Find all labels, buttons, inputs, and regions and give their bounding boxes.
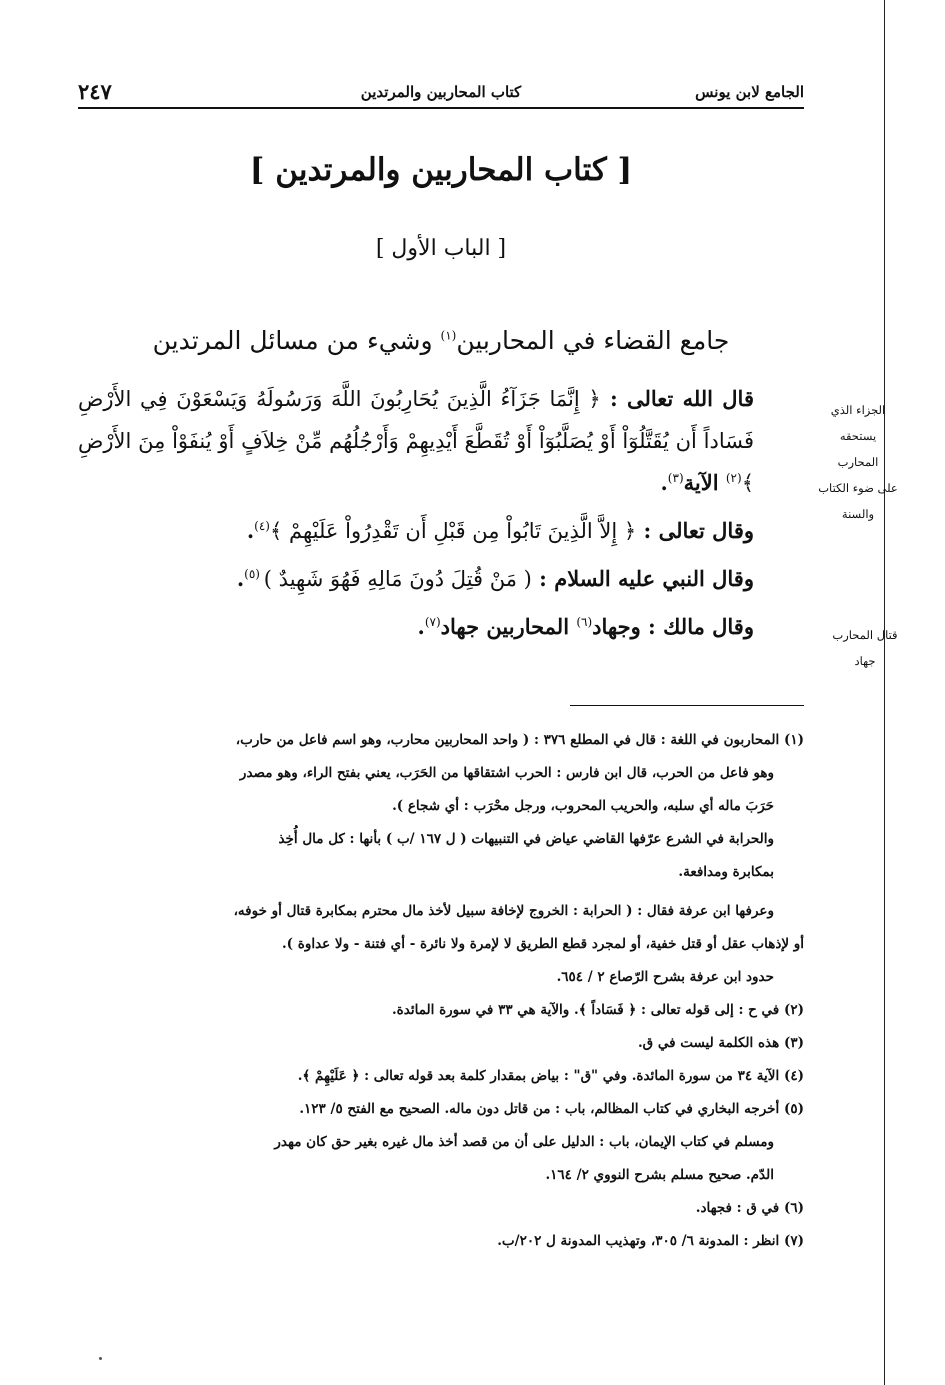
paragraph-tail: الآية — [683, 470, 726, 495]
footnote-line: وهو فاعل من الحرب، قال ابن فارس : الحرب اشتقاقها من الحَرَب، يعني بفتح الراء، وهو مصدر — [239, 765, 774, 781]
footnote-line: (٦) في ق : فجهاد. — [695, 1200, 804, 1216]
section-title-text: جامع القضاء في المحاربين — [456, 326, 730, 355]
side-note — [825, 622, 905, 674]
footnote-line: (١) المحاربون في اللغة : قال في المطلع ٣٧٦ : ( واحد المحاربين محارب، وهو اسم فاعل من حارب، — [235, 732, 804, 748]
header-rule — [78, 107, 804, 109]
footnote-ref: (١) — [440, 328, 457, 343]
paragraph-end: . — [236, 566, 245, 591]
footnote-separator — [570, 705, 804, 706]
footnotes — [78, 724, 804, 1258]
paragraph-mid: المحاربين جهاد — [440, 614, 577, 639]
footnote-ref: (٢) — [725, 471, 742, 485]
header-chapter-name: كتاب المحاربين والمرتدين — [360, 83, 522, 101]
header-book-name: الجامع لابن يونس — [695, 83, 804, 101]
paragraph-intro: وقال تعالى : — [636, 518, 754, 543]
side-note-line: والسنة — [841, 507, 875, 521]
footnote-line: (٢) في ح : إلى قوله تعالى : ﴿ فَسَاداً ﴾. والآية هي ٣٣ في سورة المائدة. — [391, 1002, 804, 1018]
side-note-line: الجزاء الذي — [830, 403, 886, 417]
footnote-line: (٣) هذه الكلمة ليست في ق. — [637, 1035, 804, 1051]
paragraph-intro: وقال مالك : وجهاد — [592, 614, 754, 639]
margin-rule — [884, 0, 885, 1385]
main-text — [78, 378, 804, 654]
chapter-title: [ الباب الأول ] — [375, 236, 507, 261]
paragraph-intro: قال الله تعالى : — [600, 386, 754, 411]
footnote-line: أو لإذهاب عقل أو قتل خفية، أو لمجرد قطع الطريق لا لإمرة ولا نائرة - أي فتنة - ولا عداوة ). — [281, 936, 804, 952]
footnote-ref: (٥) — [244, 567, 264, 581]
footnote-line: حدود ابن عرفة بشرح الرّصاع ٢ / ٦٥٤. — [556, 969, 774, 985]
side-note-line: جهاد — [854, 654, 876, 668]
side-note-line: على ضوء الكتاب — [818, 481, 898, 495]
footnote-line: (٤) الآية ٣٤ من سورة المائدة. وفي "ق" : بياض بمقدار كلمة بعد قوله تعالى : ﴿ عَلَيْهِمْ ﴾. — [297, 1068, 804, 1084]
footnote-line: والحرابة في الشرع عرّفها القاضي عياض في التنبيهات ( ل ١٦٧ /ب ) بأنها : كل مال أُخِذ — [278, 831, 774, 847]
footnote-ref: (٤) — [254, 519, 270, 533]
side-note — [818, 397, 898, 527]
quran-verse: ﴿ إِلاَّ الَّذِينَ تَابُواْ مِن قَبْلِ أَن تَقْدِرُواْ عَلَيْهِمْ ﴾ — [269, 519, 637, 543]
side-note-line: قتال المحارب — [832, 628, 898, 642]
paragraph-malik — [78, 606, 804, 648]
page-number: ٢٤٧ — [78, 79, 112, 104]
paragraph-intro: وقال النبي عليه السلام : — [531, 566, 754, 591]
footnote-line: وعرفها ابن عرفة فقال : ( الحرابة : الخروج لإخافة سبيل لأخذ مال محترم بمكابرة قتال أو خوفه، — [233, 903, 774, 919]
footnote-line: ومسلم في كتاب الإيمان، باب : الدليل على أن من قصد أخذ مال غيره بغير حق كان مهدر — [274, 1134, 774, 1150]
scan-speck — [99, 1357, 102, 1360]
paragraph-end: . — [417, 614, 425, 639]
footnote-line: (٧) انظر : المدونة ٦/ ٣٠٥، وتهذيب المدونة ل ٢٠٢/ب. — [497, 1233, 804, 1249]
footnote-line: (٥) أخرجه البخاري في كتاب المظالم، باب : من قاتل دون ماله. الصحيح مع الفتح ٥/ ١٢٣. — [299, 1101, 804, 1117]
paragraph-end: . — [660, 470, 668, 495]
footnote-ref: (٣) — [667, 471, 684, 485]
footnote-line: بمكابرة ومدافعة. — [678, 864, 774, 880]
footnote-line: الدّم. صحيح مسلم بشرح النووي ٢/ ١٦٤. — [545, 1167, 774, 1183]
section-title — [78, 322, 804, 360]
book-title: [ كتاب المحاربين والمرتدين ] — [249, 152, 633, 188]
paragraph-verse-2 — [78, 510, 804, 552]
running-header — [78, 80, 804, 108]
hadith-text: ( مَنْ قُتِلَ دُونَ مَالِهِ فَهُوَ شَهِيدٌ ) — [263, 567, 532, 591]
footnote-ref: (٦) — [576, 615, 593, 629]
section-title-rest: وشيء من مسائل المرتدين — [152, 326, 441, 355]
paragraph-hadith — [78, 558, 804, 600]
paragraph-verse-1 — [78, 378, 804, 504]
paragraph-end: . — [246, 518, 255, 543]
side-note-line: يستحقه المحارب — [837, 429, 879, 469]
footnote-line: حَرَبَ ماله أي سلبه، والحريب المحروب، ورجل محْرَب : أي شجاع ). — [392, 798, 774, 814]
footnote-ref: (٧) — [424, 615, 441, 629]
quran-verse: ﴿ إِنَّمَا جَزَآءُ الَّذِينَ يُحَارِبُونَ اللَّهَ وَرَسُولَهُ وَيَسْعَوْنَ فِي الأَرْضِ فَسَاداً أَن يُقَتَّلُوٓاْ أَوْ يُصَلَّبُوٓاْ أَوْ تُقَطَّعَ أَيْدِيهِمْ وَأَرْجُلُهُم مِّنْ خِلاَفٍ أَوْ يُنفَوْاْ مِنَ الأَرْضِ ﴾ — [78, 387, 754, 495]
